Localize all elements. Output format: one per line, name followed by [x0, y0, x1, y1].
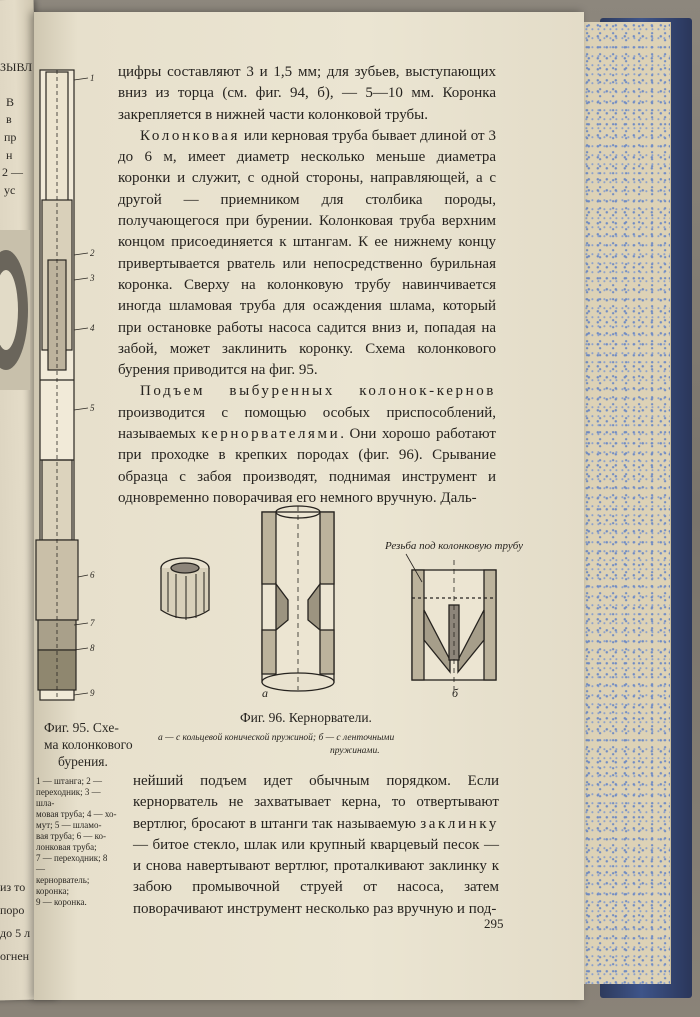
left-fragment: до 5 л	[0, 926, 31, 940]
fig95-part-number: 3	[90, 273, 95, 283]
fig95-legend	[36, 776, 118, 908]
fig96-subcaption: пружинами.	[330, 746, 380, 756]
page-number: 295	[484, 916, 504, 931]
paragraph	[118, 381, 496, 509]
left-fragment: огнен	[0, 949, 30, 963]
fig96-label-b: б	[452, 686, 459, 700]
body-text-upper	[118, 62, 496, 509]
fig96-thread-label: Резьба под колонковую трубу	[385, 540, 523, 552]
left-fragment: ЗЫВЛ	[0, 60, 33, 74]
legend-line: 9 — коронка.	[36, 897, 87, 907]
legend-line: мут; 5 — шламо-	[36, 820, 102, 830]
fig96-caption: Фиг. 96. Кернорватели.	[240, 710, 372, 725]
fig96-label-a: а	[262, 686, 268, 700]
paragraph-text: нейший подъем идет обычным порядком. Если кернорватель не захватывает керна, то отвертывают вертлюг, бросают в штанги так называемую	[133, 773, 499, 832]
fig95-part-number: 8	[90, 643, 95, 653]
paragraph	[118, 62, 496, 126]
left-fragment: В	[6, 95, 15, 109]
left-fragment: ус	[4, 183, 16, 197]
legend-line: мовая труба; 4 — хо-	[36, 809, 117, 819]
left-fragment: в	[6, 112, 12, 126]
spaced-term: заклинку	[420, 815, 499, 832]
fig96-core-catchers	[150, 500, 510, 700]
fig95-drilling-diagram	[28, 60, 108, 720]
fig95-caption: бурения.	[58, 754, 108, 769]
paragraph-text: или керновая труба бывает длиной от 3 до 6 м, имеет диаметр несколько меньше диаметра коронки и служит, с одной стороны, направляющей, а с другой — приемником для столбика породы, получающегося при бурении. Колонковая труба верхним концом присоединяется к штангам. К ее нижнему концу привертывается рватель или непосредственно бурильная коронка. Сверху на колонковую трубу навинчивается иногда шламовая труба для осаждения шлама, который при остановке работы насоса садится вниз и, попадая на забой, может заклинить коронку. Схема колонкового бурения приводится на фиг. 95.	[118, 127, 496, 379]
spaced-term: Подъем выбуренных колонок-кернов	[140, 383, 496, 400]
fig95-part-number: 4	[90, 323, 95, 333]
left-fragment: из то	[0, 880, 26, 894]
legend-line: вая труба; 6 — ко-	[36, 831, 107, 841]
fig96-subcaption: а — с кольцевой конической пружиной; б — с ленточными	[158, 733, 395, 743]
left-fragment: пр	[4, 130, 17, 144]
body-text-lower	[133, 771, 499, 920]
legend-line: 1 — штанга; 2 —	[36, 776, 102, 786]
spaced-term: Колонковая	[140, 127, 241, 144]
fig95-caption: Фиг. 95. Схе-	[44, 720, 119, 735]
left-fragment: поро	[0, 903, 25, 917]
fig95-part-number: 9	[90, 688, 95, 698]
spaced-term: кернорвателями	[201, 426, 341, 443]
legend-line: переходник; 3 — шла-	[36, 787, 101, 808]
fig95-part-number: 7	[90, 618, 95, 628]
page-block-edge	[578, 22, 671, 984]
paragraph-text: цифры составляют 3 и 1,5 мм; для зубьев, выступающих вниз из торца (см. фиг. 94, б), — 5—10 мм. Коронка закрепляется в нижней части колонковой трубы.	[118, 64, 496, 123]
legend-line: 7 — переходник; 8 —	[36, 853, 108, 874]
paragraph-text: производится с помощью особых приспособлений, называемых	[118, 404, 496, 443]
paragraph-text: — битое стекло, шлак или крупный кварцевый песок — и снова навертывают вертлюг, проталкивают заклинку к забою промывочной струей от насоса, затем поворачивают инструмент несколько раз вручную и под-	[133, 836, 499, 917]
paragraph	[118, 126, 496, 382]
paragraph-text: . Они хорошо работают при проходке в крепких породах (фиг. 96). Срывание образца с забоя производят, поднимая инструмент и одновременно поворачивая его немного вручную. Даль-	[118, 426, 496, 506]
left-page-photo-crop	[0, 230, 30, 390]
fig95-caption: ма колонкового	[44, 737, 133, 752]
legend-line: коронка;	[36, 886, 69, 896]
fig95-part-number: 6	[90, 570, 95, 580]
legend-line: лонковая труба;	[36, 842, 97, 852]
fig95-part-number: 5	[90, 403, 95, 413]
left-fragment: 2 —	[2, 165, 23, 179]
legend-line: кернорватель;	[36, 875, 90, 885]
left-fragment: н	[6, 148, 13, 162]
fig95-part-number: 2	[90, 248, 95, 258]
fig95-part-number: 1	[90, 73, 95, 83]
